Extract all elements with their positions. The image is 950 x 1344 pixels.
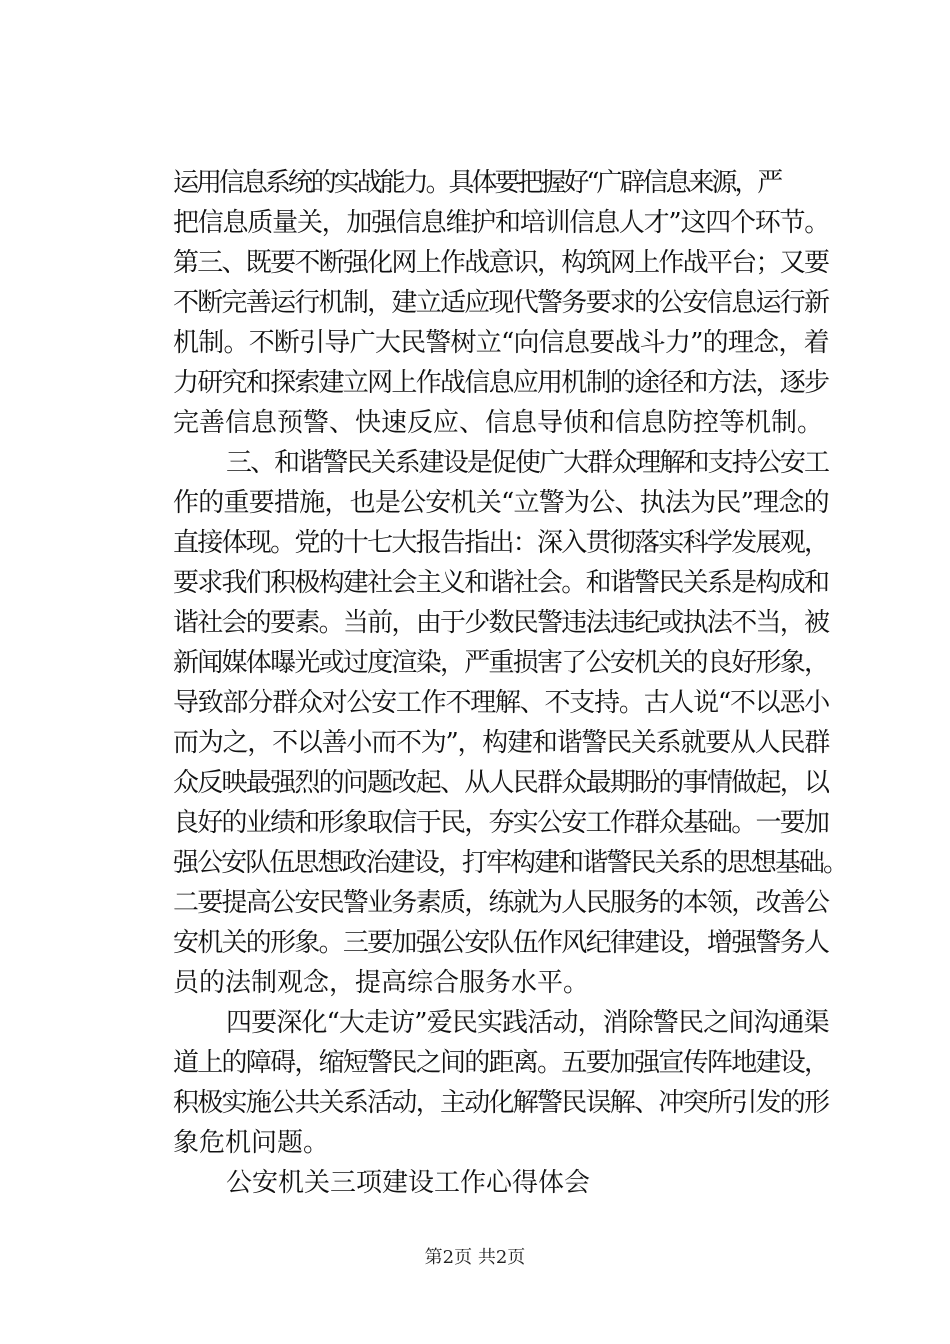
body-line: 道上的障碍，缩短警民之间的距离。五要加强宣传阵地建设， xyxy=(173,1048,829,1078)
body-line: 安机关的形象。三要加强公安队伍作风纪律建设，增强警务人 xyxy=(173,928,829,958)
body-line: 良好的业绩和形象取信于民，夯实公安工作群众基础。一要加 xyxy=(173,808,829,838)
body-line: 四要深化“大走访”爱民实践活动，消除警民之间沟通渠 xyxy=(226,1008,829,1038)
body-line: 公安机关三项建设工作心得体会 xyxy=(226,1168,591,1198)
body-line: 三、和谐警民关系建设是促使广大群众理解和支持公安工 xyxy=(226,448,829,478)
body-line: 强公安队伍思想政治建设，打牢构建和谐警民关系的思想基础。 xyxy=(173,848,848,878)
body-line: 要求我们积极构建社会主义和谐社会。和谐警民关系是构成和 xyxy=(173,568,829,598)
body-line: 积极实施公共关系活动，主动化解警民误解、冲突所引发的形 xyxy=(173,1088,829,1118)
body-line: 把信息质量关，加强信息维护和培训信息人才”这四个环节。 xyxy=(173,208,830,238)
body-line: 导致部分群众对公安工作不理解、不支持。古人说“不以恶小 xyxy=(173,688,830,718)
body-line: 谐社会的要素。当前，由于少数民警违法违纪或执法不当，被 xyxy=(173,608,829,638)
body-line: 运用信息系统的实战能力。具体要把握好“广辟信息来源，严 xyxy=(173,168,781,198)
body-line: 机制。不断引导广大民警树立“向信息要战斗力”的理念，着 xyxy=(173,328,829,358)
body-line: 员的法制观念，提高综合服务水平。 xyxy=(173,968,590,998)
page-footer: 第2页 共2页 xyxy=(424,1247,526,1268)
body-line: 力研究和探索建立网上作战信息应用机制的途径和方法，逐步 xyxy=(173,368,829,398)
body-line: 众反映最强烈的问题改起、从人民群众最期盼的事情做起，以 xyxy=(173,768,829,798)
body-line: 作的重要措施，也是公安机关“立警为公、执法为民”理念的 xyxy=(173,488,829,518)
body-line: 象危机问题。 xyxy=(173,1128,330,1158)
body-line: 不断完善运行机制，建立适应现代警务要求的公安信息运行新 xyxy=(173,288,829,318)
body-line: 完善信息预警、快速反应、信息导侦和信息防控等机制。 xyxy=(173,408,824,438)
body-line: 而为之，不以善小而不为”，构建和谐警民关系就要从人民群 xyxy=(173,728,830,758)
body-line: 直接体现。党的十七大报告指出：深入贯彻落实科学发展观， xyxy=(173,528,829,558)
body-line: 新闻媒体曝光或过度渲染，严重损害了公安机关的良好形象， xyxy=(173,648,829,678)
body-line: 二要提高公安民警业务素质，练就为人民服务的本领，改善公 xyxy=(173,888,829,918)
body-line: 第三、既要不断强化网上作战意识，构筑网上作战平台；又要 xyxy=(173,248,829,278)
